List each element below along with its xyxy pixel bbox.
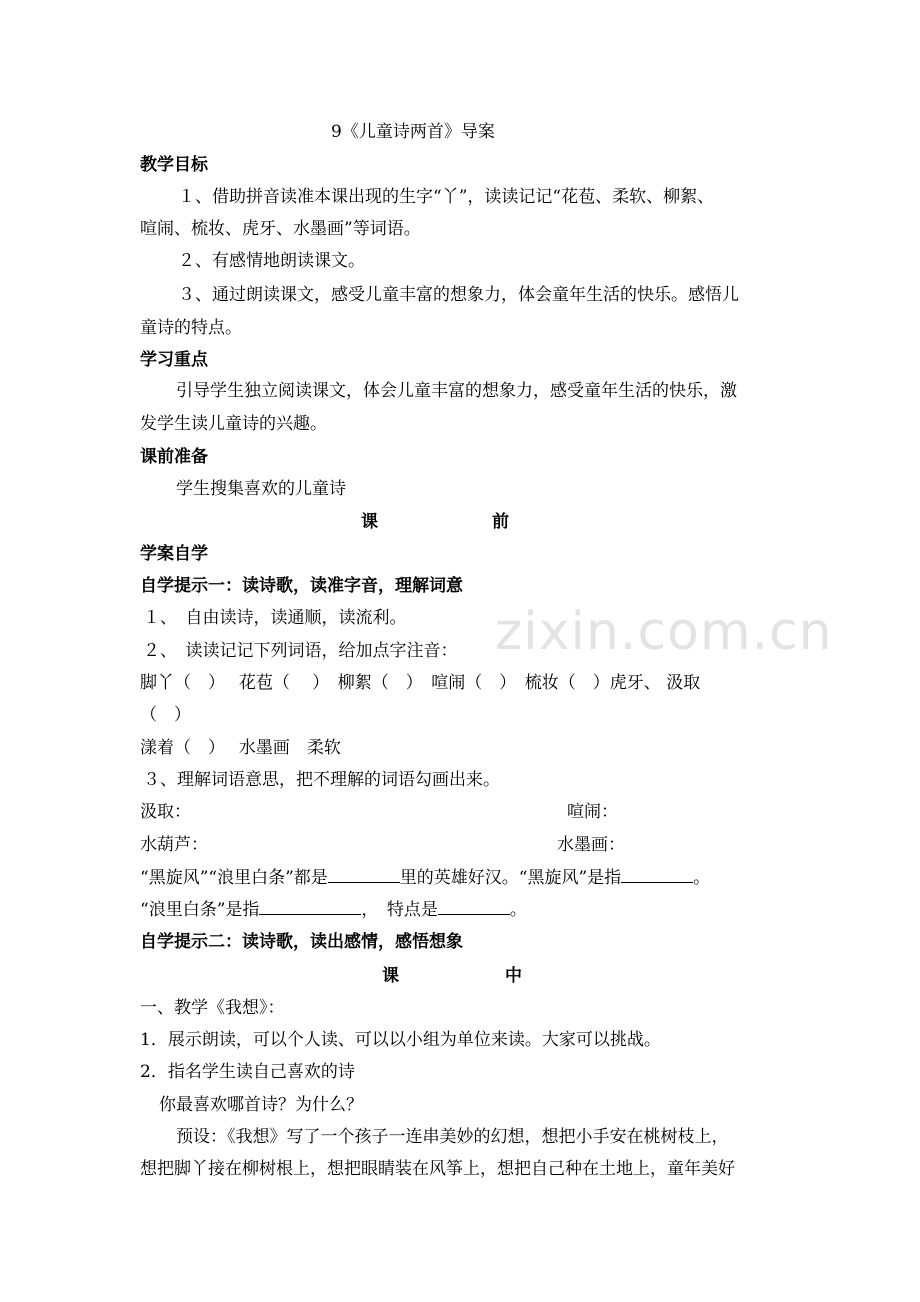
blank-1[interactable] — [328, 866, 400, 883]
tip-2-heading: 自学提示二：读诗歌，读出感情，感悟想象 — [140, 932, 463, 952]
objective-2: ２、有感情地朗读课文。 — [178, 251, 365, 271]
teach-item-2: 2．指名学生读自己喜欢的诗 — [140, 1062, 355, 1082]
fill-1-text-a: “黑旋风”“浪里白条”都是 — [140, 868, 328, 888]
fill-blank-line-1 — [140, 866, 710, 889]
fill-blank-line-2 — [140, 898, 527, 921]
objective-3-line-2: 童诗的特点。 — [140, 318, 242, 338]
tip-1-item-1: １、 自由读诗，读通顺，读流利。 — [143, 608, 407, 628]
tip-1-item-3: ３、理解词语意思，把不理解的词语勾画出来。 — [143, 770, 500, 790]
preset-line-2: 想把脚丫接在柳树根上，想把眼睛装在风筝上，想把自己种在土地上，童年美好 — [140, 1159, 735, 1179]
objective-3-line-1: ３、通过朗读课文，感受儿童丰富的想象力，体会童年生活的快乐。感悟儿 — [178, 285, 739, 305]
section-mid-label-1: 课 — [382, 966, 399, 986]
objective-1-line-1: １、借助拼音读准本课出现的生字“丫”，读读记记“花苞、柔软、柳絮、 — [178, 187, 715, 207]
blank-2[interactable] — [621, 866, 693, 883]
teach-heading: 一、教学《我想》： — [140, 998, 285, 1018]
teach-item-1: 1．展示朗读，可以个人读、可以以小组为单位来读。大家可以挑战。 — [140, 1030, 661, 1050]
definition-xuannao: 喧闹： — [567, 802, 618, 822]
section-pre-label-2: 前 — [492, 512, 509, 532]
focus-heading: 学习重点 — [140, 350, 208, 370]
definition-shuihulu: 水葫芦： — [140, 835, 208, 855]
prep-heading: 课前准备 — [140, 447, 208, 467]
tip-1-item-2: ２、 读读记记下列词语，给加点字注音： — [143, 641, 458, 661]
selfstudy-heading: 学案自学 — [140, 544, 208, 564]
definition-shuimohua: 水墨画： — [557, 835, 625, 855]
tip-1-heading: 自学提示一：读诗歌，读准字音，理解词意 — [140, 576, 463, 596]
focus-line-1: 引导学生独立阅读课文，体会儿童丰富的想象力，感受童年生活的快乐，激 — [176, 381, 737, 401]
fill-1-text-b: 里的英雄好汉。“黑旋风”是指 — [399, 868, 622, 888]
fill-2-text-c: 。 — [509, 900, 527, 920]
blank-3[interactable] — [259, 898, 361, 915]
words-row-1: 脚丫（ ） 花苞（ ） 柳絮（ ） 喧闹（ ） 梳妆（ ）虎牙、 汲取 — [140, 673, 701, 693]
preset-line-1: 预设：《我想》写了一个孩子一连串美妙的幻想，想把小手安在桃树枝上， — [176, 1127, 729, 1147]
focus-line-2: 发学生读儿童诗的兴趣。 — [140, 414, 327, 434]
fill-1-text-c: 。 — [693, 868, 711, 888]
prep-text: 学生搜集喜欢的儿童诗 — [176, 479, 346, 499]
definition-jiqu: 汲取： — [140, 802, 191, 822]
watermark: zixin.com.cn — [495, 602, 833, 662]
objectives-heading: 教学目标 — [140, 155, 208, 175]
document-title: 9《儿童诗两首》导案 — [331, 122, 495, 142]
section-mid-label-2: 中 — [505, 966, 522, 986]
blank-4[interactable] — [438, 898, 510, 915]
objective-1-line-2: 喧闹、梳妆、虎牙、水墨画”等词语。 — [140, 219, 421, 239]
words-row-1-continued: （ ） — [140, 705, 191, 725]
words-row-2: 漾着（ ） 水墨画 柔软 — [140, 738, 341, 758]
question: 你最喜欢哪首诗？为什么？ — [159, 1095, 363, 1115]
section-pre-label-1: 课 — [361, 512, 378, 532]
fill-2-text-b: ， 特点是 — [361, 900, 438, 920]
fill-2-text-a: “浪里白条”是指 — [140, 900, 260, 920]
